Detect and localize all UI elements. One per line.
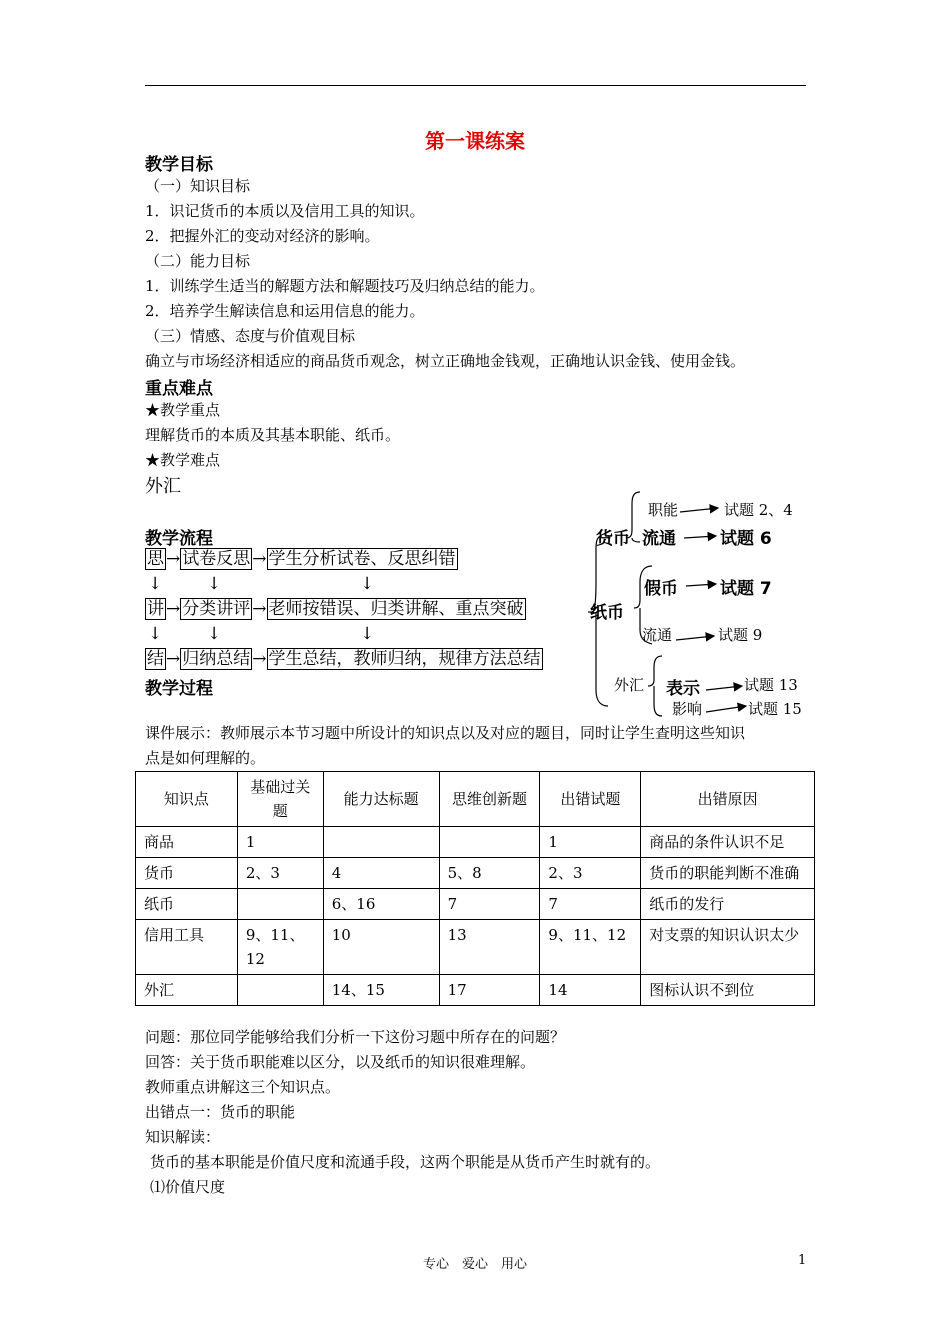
right-arrow-icon: → xyxy=(166,649,181,669)
flow-step-box: 讲 xyxy=(147,599,164,619)
keypoints-heading: 重点难点 xyxy=(145,379,213,399)
knowledge-item-2: 2．把握外汇的变动对经济的影响。 xyxy=(145,227,380,245)
tree-node-liutong: 流通 xyxy=(642,529,676,549)
table-cell: 2、3 xyxy=(237,858,323,889)
table-header-cell: 能力达标题 xyxy=(323,772,439,827)
table-cell: 对支票的知识认识太少 xyxy=(641,920,815,975)
right-arrow-icon: → xyxy=(166,549,181,569)
knowledge-reading-label: 知识解读： xyxy=(145,1128,221,1146)
flow-step-box: 思 xyxy=(147,549,164,569)
table-cell: 9、11、12 xyxy=(540,920,641,975)
right-arrow-icon: → xyxy=(252,599,267,619)
table-cell: 7 xyxy=(439,889,540,920)
table-cell: 10 xyxy=(323,920,439,975)
tree-leaf-yingxiang-q: 试题 15 xyxy=(748,700,802,718)
error-point-1: 出错点一：货币的职能 xyxy=(145,1103,296,1121)
down-arrow-icon: ↓ xyxy=(148,574,163,594)
ability-label: （二）能力目标 xyxy=(145,252,251,270)
table-cell: 信用工具 xyxy=(136,920,238,975)
table-header-cell: 出错原因 xyxy=(641,772,815,827)
emotion-label: （三）情感、态度与价值观目标 xyxy=(145,327,356,345)
knowledge-label: （一）知识目标 xyxy=(145,177,251,195)
flow-step-box: 老师按错误、归类讲解、重点突破 xyxy=(268,599,524,619)
table-cell: 1 xyxy=(237,827,323,858)
table-row xyxy=(136,858,815,889)
flow-step-box: 归纳总结 xyxy=(182,649,251,669)
table-cell: 5、8 xyxy=(439,858,540,889)
table-cell: 6、16 xyxy=(323,889,439,920)
table-header-cell: 思维创新题 xyxy=(439,772,540,827)
table-cell: 纸币的发行 xyxy=(641,889,815,920)
table-cell xyxy=(237,889,323,920)
table-row xyxy=(136,889,815,920)
value-measure-item: ⑴价值尺度 xyxy=(150,1178,226,1196)
tree-leaf-zhineng-q: 试题 2、4 xyxy=(724,501,793,519)
ability-item-2: 2．培养学生解读信息和运用信息的能力。 xyxy=(145,302,425,320)
flow-step-box: 分类讲评 xyxy=(182,599,251,619)
down-arrow-icon: ↓ xyxy=(360,574,375,594)
tree-node-zhineng: 职能 xyxy=(648,501,679,519)
right-arrow-icon: → xyxy=(252,549,267,569)
question-text: 问题：那位同学能够给我们分析一下这份习题中所存在的问题？ xyxy=(145,1028,566,1046)
page-title: 第一课练案 xyxy=(425,129,525,153)
ability-item-1: 1．训练学生适当的解题方法和解题技巧及归纳总结的能力。 xyxy=(145,277,545,295)
right-arrow-icon: → xyxy=(166,599,181,619)
objectives-heading: 教学目标 xyxy=(145,155,213,175)
knowledge-table xyxy=(135,771,815,1006)
emotion-text: 确立与市场经济相适应的商品货币观念，树立正确地金钱观，正确地认识金钱、使用金钱。 xyxy=(145,352,746,370)
table-row xyxy=(136,975,815,1006)
flow-step-box: 结 xyxy=(147,649,164,669)
focus-label: ★教学重点 xyxy=(145,401,221,419)
difficulty-text: 外汇 xyxy=(145,476,181,497)
table-cell: 14 xyxy=(540,975,641,1006)
table-cell xyxy=(439,827,540,858)
tree-node-huobi: 货币 xyxy=(596,529,630,549)
tree-node-zhibi: 纸币 xyxy=(590,603,624,623)
courseware-line-2: 点是如何理解的。 xyxy=(145,749,266,767)
table-header-cell: 基础过关题 xyxy=(237,772,323,827)
flow-step-box: 试卷反思 xyxy=(182,549,251,569)
tree-leaf-zb-liutong-q: 试题 9 xyxy=(718,626,763,644)
table-cell: 纸币 xyxy=(136,889,238,920)
tree-leaf-jiabi-q: 试题 7 xyxy=(720,579,772,599)
tree-leaf-liutong-q: 试题 6 xyxy=(720,529,772,549)
table-row xyxy=(136,920,815,975)
tree-node-biaoshi: 表示 xyxy=(666,679,700,699)
knowledge-item-1: 1．识记货币的本质以及信用工具的知识。 xyxy=(145,202,425,220)
table-cell xyxy=(323,827,439,858)
table-cell: 17 xyxy=(439,975,540,1006)
table-cell: 13 xyxy=(439,920,540,975)
process-heading: 教学过程 xyxy=(145,679,213,699)
basic-function-text: 货币的基本职能是价值尺度和流通手段，这两个职能是从货币产生时就有的。 xyxy=(150,1153,661,1171)
table-cell: 14、15 xyxy=(323,975,439,1006)
page-number: 1 xyxy=(798,1253,807,1268)
tree-leaf-biaoshi-q: 试题 13 xyxy=(744,676,798,694)
table-row xyxy=(136,827,815,858)
tree-node-jiabi: 假币 xyxy=(644,579,678,599)
right-arrow-icon: → xyxy=(252,649,267,669)
table-cell: 9、11、12 xyxy=(237,920,323,975)
flow-step-box: 学生总结，教师归纳，规律方法总结 xyxy=(268,649,541,669)
table-header-cell: 出错试题 xyxy=(540,772,641,827)
tree-node-yingxiang: 影响 xyxy=(672,700,703,718)
tree-node-waihui: 外汇 xyxy=(614,676,645,694)
answer-text: 回答：关于货币职能难以区分，以及纸币的知识很难理解。 xyxy=(145,1053,536,1071)
table-cell: 货币 xyxy=(136,858,238,889)
table-cell: 外汇 xyxy=(136,975,238,1006)
teacher-text: 教师重点讲解这三个知识点。 xyxy=(145,1078,341,1096)
table-header-cell: 知识点 xyxy=(136,772,238,827)
table-cell: 2、3 xyxy=(540,858,641,889)
table-cell: 商品 xyxy=(136,827,238,858)
table-cell: 商品的条件认识不足 xyxy=(641,827,815,858)
courseware-line-1: 课件展示：教师展示本节习题中所设计的知识点以及对应的题目，同时让学生查明这些知识 xyxy=(145,724,746,742)
table-cell: 7 xyxy=(540,889,641,920)
table-cell: 图标认识不到位 xyxy=(641,975,815,1006)
flow-heading: 教学流程 xyxy=(145,529,213,549)
table-cell xyxy=(237,975,323,1006)
flow-step-box: 学生分析试卷、反思纠错 xyxy=(268,549,456,569)
tree-node-zb-liutong: 流通 xyxy=(642,626,673,644)
footer-motto: 专心 爱心 用心 xyxy=(422,1257,527,1272)
difficulty-label: ★教学难点 xyxy=(145,451,221,469)
down-arrow-icon: ↓ xyxy=(207,624,222,644)
table-cell: 货币的职能判断不准确 xyxy=(641,858,815,889)
down-arrow-icon: ↓ xyxy=(207,574,222,594)
down-arrow-icon: ↓ xyxy=(360,624,375,644)
down-arrow-icon: ↓ xyxy=(148,624,163,644)
table-cell: 1 xyxy=(540,827,641,858)
table-cell: 4 xyxy=(323,858,439,889)
focus-text: 理解货币的本质及其基本职能、纸币。 xyxy=(145,426,401,444)
table-header-row xyxy=(136,772,815,827)
